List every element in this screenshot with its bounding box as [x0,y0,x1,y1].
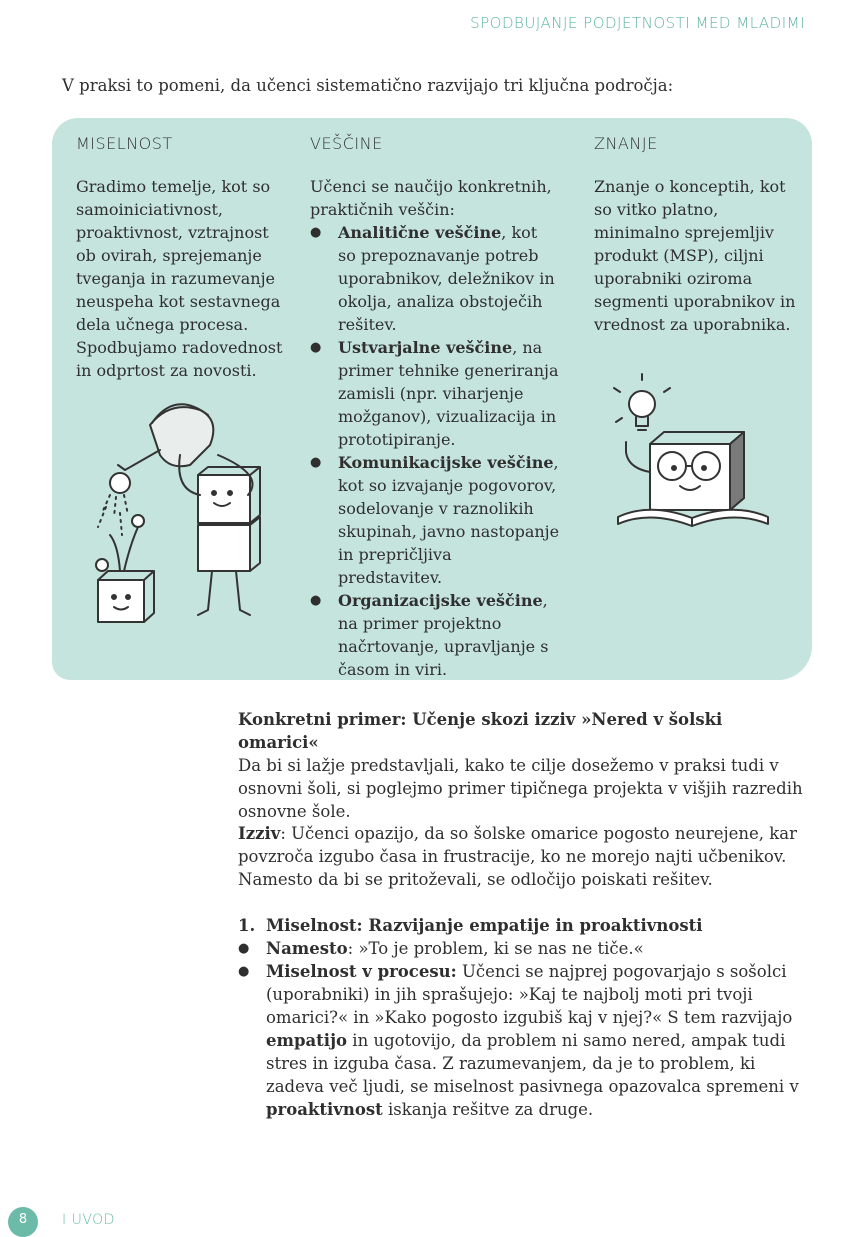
skill-term: Organizacijske veščine [338,591,543,610]
column-text-znanje: Znanje o konceptih, kot so vitko platno, minimalno sprejemljiv produkt (MSP), ciljni uporabniki oziroma segmenti uporabnikov in vrednost za uporabnika. [594,177,796,334]
skill-desc: , na primer projektno načrtovanje, upravljanje s časom in viri. [338,591,549,679]
footer-section-label: I UVOD [62,1212,115,1228]
column-heading-miselnost: MISELNOST [76,134,173,153]
skill-term: Analitične veščine [338,223,502,242]
column-miselnost [76,132,286,382]
skill-desc: , kot so izvajanje pogovorov, sodelovanje v raznolikih skupinah, javno nastopanje in prepričljiva predstavitev. [338,453,560,587]
step-number: 1. [238,916,256,935]
challenge-label: Izziv [238,824,281,843]
list-item [310,451,560,589]
list-item [238,937,808,960]
step-title: Miselnost: Razvijanje empatije in proaktivnosti [266,916,703,935]
example-steps [238,914,808,1121]
skill-term: Komunikacijske veščine [338,453,554,472]
list-item [310,589,560,681]
column-znanje [594,132,799,336]
skill-desc: , kot so prepoznavanje potreb uporabnikov, deležnikov in okolja, analiza obstoječih rešitev. [338,223,555,334]
step-bullets [238,937,808,1121]
column-text-miselnost: Gradimo temelje, kot so samoiniciativnost, proaktivnost, vztrajnost ob ovirah, sprejemanje tveganja in razumevanje neuspeha kot sestavnega dela učnega procesa. Spodbujamo radovednost in odprtost za novosti. [76,177,283,380]
intro-sentence: V praksi to pomeni, da učenci sistematično razvijajo tri ključna področja: [62,76,674,95]
namesto-text: : »To je problem, ki se nas ne tiče.« [347,939,644,958]
skills-list [310,221,560,681]
proces-label: Miselnost v procesu: [266,962,457,981]
namesto-label: Namesto [266,939,348,958]
running-title: SPODBUJANJE PODJETNOSTI MED MLADIMI [470,14,805,32]
challenge-text: : Učenci opazijo, da so šolske omarice pogosto neurejene, kar povzroča izgubo časa in frustracije, ko ne morejo najti učbenikov. Namesto da bi se pritoževali, se odločijo poiskati rešitev. [238,824,797,889]
skill-desc: , na primer tehnike generiranja zamisli (npr. viharjenje možganov), vizualizacija in prototipiranje. [338,338,559,449]
column-lead-vescine: Učenci se naučijo konkretnih, praktičnih veščin: [310,177,552,219]
page-number-badge: 8 [8,1207,38,1237]
skill-term: Ustvarjalne veščine [338,338,513,357]
list-item [310,221,560,336]
column-heading-znanje: ZNANJE [594,134,658,153]
step-heading [238,914,808,937]
column-vescine [310,132,560,681]
list-item: ● Miselnost v procesu: Učenci se najprej pogovarjajo s sošolci (uporabniki) in jih sprašujejo: »Kaj te najbolj moti pri tvoji omarici?« in »Kako pogosto izgubiš kaj v njej?« S tem razvijajo empatijo in ugotovijo, da problem ni samo nered, ampak tudi stres in izguba časa. Z razumevanjem, da je to problem, ki zadeva več ljudi, se miselnost pasivnega opazovalca spremeni v proaktivnost iskanja rešitve za druge. [238,960,808,1121]
watering-can-illustration [80,395,280,630]
example-title: Konkretni primer: Učenje skozi izziv »Nered v šolski omarici« [238,710,723,752]
example-intro: Da bi si lažje predstavljali, kako te cilje dosežemo v praksi tudi v osnovni šoli, si poglejmo primer tipičnega projekta v višjih razredih osnovne šole. [238,756,803,821]
list-item [310,336,560,451]
example-challenge [238,822,808,891]
reading-cube-illustration [600,372,790,537]
column-heading-vescine: VEŠČINE [310,134,383,153]
